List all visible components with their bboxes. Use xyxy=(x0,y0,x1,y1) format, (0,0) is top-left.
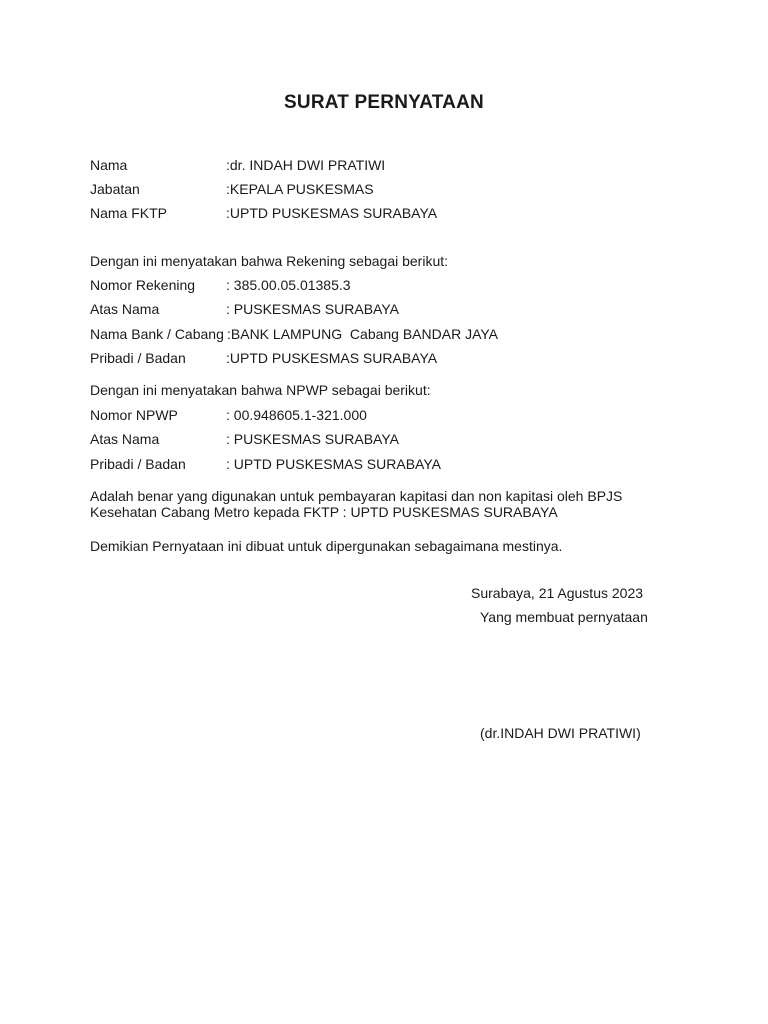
document-title: SURAT PERNYATAAN xyxy=(284,92,484,113)
npwp-row-atas-nama xyxy=(90,430,399,448)
field-label: Nomor NPWP xyxy=(90,407,178,423)
rekening-intro: Dengan ini menyatakan bahwa Rekening sebagai berikut: xyxy=(90,253,449,269)
field-value: : 00.948605.1-321.000 xyxy=(226,407,367,423)
identity-row-nama xyxy=(90,156,386,174)
field-value: :UPTD PUSKESMAS SURABAYA xyxy=(226,205,438,221)
npwp-intro: Dengan ini menyatakan bahwa NPWP sebagai berikut: xyxy=(90,382,431,398)
rekening-row-atas-nama xyxy=(90,300,399,318)
field-label: Atas Nama xyxy=(90,431,160,447)
field-value: :UPTD PUSKESMAS SURABAYA xyxy=(226,350,438,366)
field-value: : UPTD PUSKESMAS SURABAYA xyxy=(226,456,441,472)
field-value: : 385.00.05.01385.3 xyxy=(226,277,351,293)
npwp-row-nomor xyxy=(90,406,367,424)
field-label: Nomor Rekening xyxy=(90,277,196,293)
closing-sentence: Demikian Pernyataan ini dibuat untuk dipergunakan sebagaimana mestinya. xyxy=(90,538,563,554)
signer-caption: Yang membuat pernyataan xyxy=(480,609,648,625)
field-label: Atas Nama xyxy=(90,301,160,317)
statement-line-2: Kesehatan Cabang Metro kepada FKTP : UPTD PUSKESMAS SURABAYA xyxy=(90,504,558,520)
field-label: Pribadi / Badan xyxy=(90,350,186,366)
identity-row-jabatan xyxy=(90,180,374,198)
field-value: :dr. INDAH DWI PRATIWI xyxy=(226,157,386,173)
field-label: Jabatan xyxy=(90,181,140,197)
field-value: : PUSKESMAS SURABAYA xyxy=(226,301,399,317)
rekening-row-bank-cabang xyxy=(90,325,499,343)
signer-name: (dr.INDAH DWI PRATIWI) xyxy=(480,725,641,741)
place-date: Surabaya, 21 Agustus 2023 xyxy=(471,585,644,601)
field-value: :BANK LAMPUNG Cabang BANDAR JAYA xyxy=(227,326,499,342)
statement-line-1: Adalah benar yang digunakan untuk pembayaran kapitasi dan non kapitasi oleh BPJS xyxy=(90,488,623,504)
identity-row-nama-fktp xyxy=(90,204,438,222)
npwp-row-pribadi-badan xyxy=(90,455,441,473)
rekening-row-nomor xyxy=(90,276,351,294)
field-label: Pribadi / Badan xyxy=(90,456,186,472)
rekening-row-pribadi-badan xyxy=(90,349,438,367)
field-label: Nama Bank / Cabang xyxy=(90,326,224,342)
field-label: Nama FKTP xyxy=(90,205,168,221)
field-value: :KEPALA PUSKESMAS xyxy=(226,181,374,197)
field-value: : PUSKESMAS SURABAYA xyxy=(226,431,399,447)
field-label: Nama xyxy=(90,157,128,173)
